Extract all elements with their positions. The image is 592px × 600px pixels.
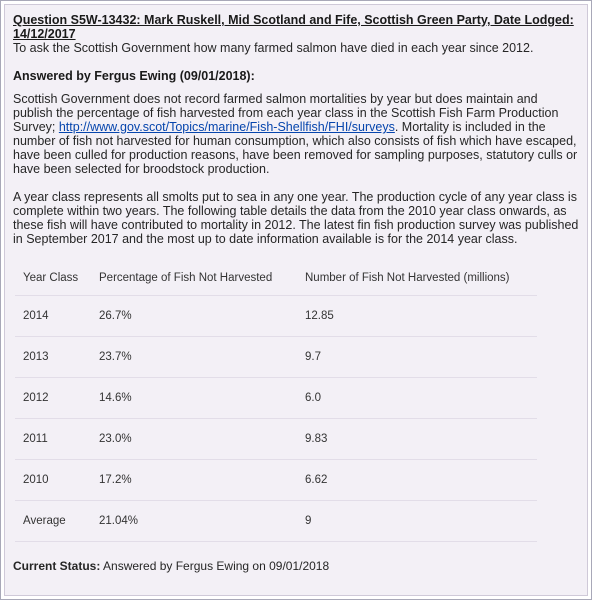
cell-number: 6.0 (297, 378, 537, 419)
table-row (15, 501, 537, 542)
cell-year-class: Average (15, 501, 91, 542)
question-content (13, 13, 579, 573)
cell-number: 6.62 (297, 460, 537, 501)
answered-by-heading: Answered by Fergus Ewing (09/01/2018): (13, 69, 255, 83)
cell-percentage: 21.04% (91, 501, 297, 542)
table-row (15, 296, 537, 337)
header-number: Number of Fish Not Harvested (millions) (297, 260, 537, 296)
answer-paragraph-1 (13, 92, 579, 176)
table-row (15, 378, 537, 419)
cell-percentage: 26.7% (91, 296, 297, 337)
cell-number: 9 (297, 501, 537, 542)
answer-paragraph-2: A year class represents all smolts put to sea in any one year. The production cycle of any year class is complete within two years. The following table details the data from the 2010 year class onwards, as these fish will have contributed to mortality in 2012. The latest fin fish production survey was published in September 2017 and the most up to date information available is for the 2014 year class. (13, 190, 579, 246)
cell-percentage: 23.7% (91, 337, 297, 378)
header-year-class: Year Class (15, 260, 91, 296)
cell-number: 9.7 (297, 337, 537, 378)
cell-year-class: 2010 (15, 460, 91, 501)
table-row (15, 337, 537, 378)
cell-year-class: 2013 (15, 337, 91, 378)
current-status (13, 559, 579, 573)
header-percentage: Percentage of Fish Not Harvested (91, 260, 297, 296)
cell-number: 12.85 (297, 296, 537, 337)
table-row (15, 460, 537, 501)
cell-year-class: 2012 (15, 378, 91, 419)
cell-percentage: 14.6% (91, 378, 297, 419)
cell-number: 9.83 (297, 419, 537, 460)
current-status-label: Current Status: (13, 559, 101, 573)
answer-paragraph-1-end: . Mortality is included in the number of fish not harvested for human consumption, which also consists of fish which have escaped, have been culled for production reasons, have been removed for sampling purposes, statutory culls or have been selected for broodstock production. (13, 120, 578, 176)
mortality-table (15, 260, 537, 542)
table-row (15, 419, 537, 460)
question-panel-inner (4, 4, 588, 596)
answer-paragraph-1-start: Scottish Government does not record farmed salmon mortalities by year but does maintain and publish the percentage of fish harvested from each year class in the Scottish Fish Farm Production Survey; (13, 92, 559, 134)
cell-year-class: 2014 (15, 296, 91, 337)
current-status-value: Answered by Fergus Ewing on 09/01/2018 (100, 559, 330, 573)
cell-percentage: 23.0% (91, 419, 297, 460)
question-title: Question S5W-13432: Mark Ruskell, Mid Scotland and Fife, Scottish Green Party, Date Lodged: 14/12/2017 (13, 13, 574, 41)
survey-link[interactable]: http://www.gov.scot/Topics/marine/Fish-Shellfish/FHI/surveys (58, 120, 395, 134)
cell-year-class: 2011 (15, 419, 91, 460)
table-header-row (15, 260, 537, 296)
question-text: To ask the Scottish Government how many farmed salmon have died in each year since 2012. (13, 41, 534, 55)
cell-percentage: 17.2% (91, 460, 297, 501)
